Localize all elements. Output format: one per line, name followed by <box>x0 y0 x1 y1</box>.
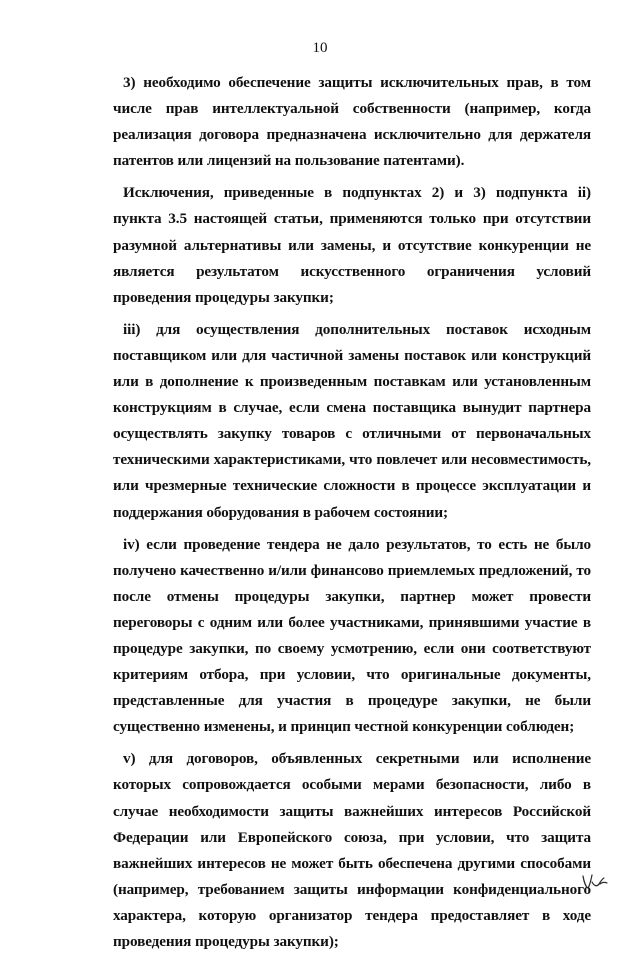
paragraph-item-iii: iii) для осуществления дополнительных поставок исходным поставщиком или для частичной замены поставок или конструкций или в дополнение к произведенным поставкам или установленным конструкциям в случае, если смена поставщика вынудит партнера осуществлять закупку товаров с отличными от первоначальных техническими характеристиками, что повлечет или несовместимость, или чрезмерные технические сложности в процессе эксплуатации и поддержания оборудования в рабочем состоянии; <box>113 320 591 521</box>
paragraph-exceptions: Исключения, приведенные в подпунктах 2) и 3) подпункта ii) пункта 3.5 настоящей статьи, применяются только при отсутствии разумной альтернативы или замены, и отсутствие конкуренции не является результатом искусственного ограничения условий проведения процедуры закупки; <box>113 184 591 306</box>
paragraph-item-3: 3) необходимо обеспечение защиты исключительных прав, в том числе прав интеллектуальной собственности (например, когда реализация договора предназначена исключительно для держателя патентов или лицензий на пользование патентами). <box>113 74 591 170</box>
paragraph-item-v: v) для договоров, объявленных секретными или исполнение которых сопровождается особыми мерами безопасности, либо в случае необходимости защиты важнейших интересов Российской Федерации или Европейского союза, при условии, что защита важнейших интересов не может быть обеспечена другими способами (например, требованием защиты информации конфиденциального характера, которую организатор тендера предоставляет в ходе проведения процедуры закупки); <box>113 750 591 950</box>
document-body <box>113 70 591 955</box>
handwritten-initials-signature <box>580 870 610 892</box>
page-number: 10 <box>312 40 328 56</box>
paragraph-item-iv: iv) если проведение тендера не дало результатов, то есть не было получено качественно и/или финансово приемлемых предложений, то после отмены процедуры закупки, партнер может провести переговоры с одним или более участниками, принявшими участие в процедуре закупки, по своему усмотрению, если они соответствуют критериям отбора, при условии, что оригинальные документы, представленные для участия в процедуре закупки, не были существенно изменены, и принцип честной конкуренции соблюден; <box>113 535 591 736</box>
